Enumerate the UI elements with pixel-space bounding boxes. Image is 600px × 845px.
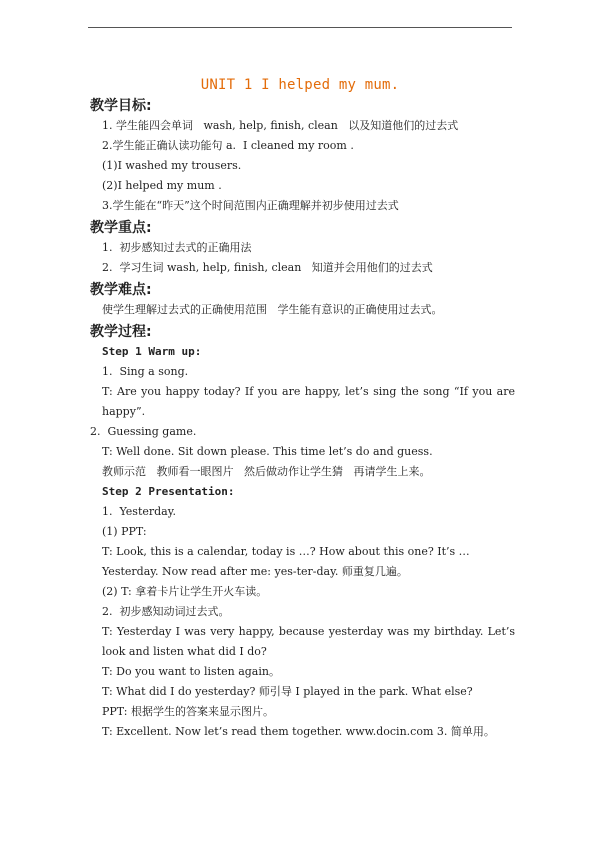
lesson-plan-body [90,94,515,742]
step-2-line: PPT: 根据学生的答案来显示图片。 [102,705,274,718]
goal-line: (1)I washed my trousers. [102,159,242,172]
goal-line: 1. 学生能四会单词 wash, help, finish, clean 以及知道他们的过去式 [102,119,459,132]
goal-line: (2)I helped my mum . [102,179,222,192]
goal-line: 2.学生能正确认读功能句 a. I cleaned my room . [102,139,354,152]
key-point-line: 2. 学习生词 wash, help, finish, clean 知道并会用他们的过去式 [102,261,433,274]
step-1-line: T: Are you happy today? If you are happy, let’s sing the song “If you are happy”. [102,385,515,418]
difficult-point-line: 使学生理解过去式的正确使用范围 学生能有意识的正确使用过去式。 [102,303,443,316]
step-2-line: Yesterday. Now read after me: yes-ter-day. 师重复几遍。 [102,565,408,578]
step-2-heading: Step 2 Presentation: [102,485,235,498]
step-2-line: 2. 初步感知动词过去式。 [102,605,230,618]
step-2-line: T: Excellent. Now let’s read them together. www.docin.com 3. 简单用。 [102,725,495,738]
key-point-line: 1. 初步感知过去式的正确用法 [102,241,252,254]
step-2-line: (2) T: 拿着卡片让学生开火车读。 [102,585,268,598]
step-2-line: T: Look, this is a calendar, today is …? How about this one? It’s … [102,545,470,558]
difficult-points-heading: 教学难点: [90,282,152,298]
step-2-line: T: Yesterday I was very happy, because yesterday was my birthday. Let’s look and listen what did I do? [102,625,515,658]
step-2-line: T: Do you want to listen again。 [102,665,280,678]
step-1-line: T: Well done. Sit down please. This time let’s do and guess. [102,445,433,458]
step-2-line: T: What did I do yesterday? 师引导 I played in the park. What else? [102,685,473,698]
step-1-line: 2. Guessing game. [90,425,197,438]
step-1-heading: Step 1 Warm up: [102,345,202,358]
goals-heading: 教学目标: [90,98,152,114]
page-title: UNIT 1 I helped my mum. [200,77,400,93]
key-points-heading: 教学重点: [90,220,152,236]
step-1-line: 教师示范 教师看一眼图片 然后做动作让学生猜 再请学生上来。 [102,465,431,478]
process-heading: 教学过程: [90,324,152,340]
step-2-line: (1) PPT: [102,525,147,538]
step-1-line: 1. Sing a song. [102,365,189,378]
goal-line: 3.学生能在“昨天”这个时间范围内正确理解并初步使用过去式 [102,199,399,212]
header-rule [88,27,512,28]
step-2-line: 1. Yesterday. [102,505,176,518]
